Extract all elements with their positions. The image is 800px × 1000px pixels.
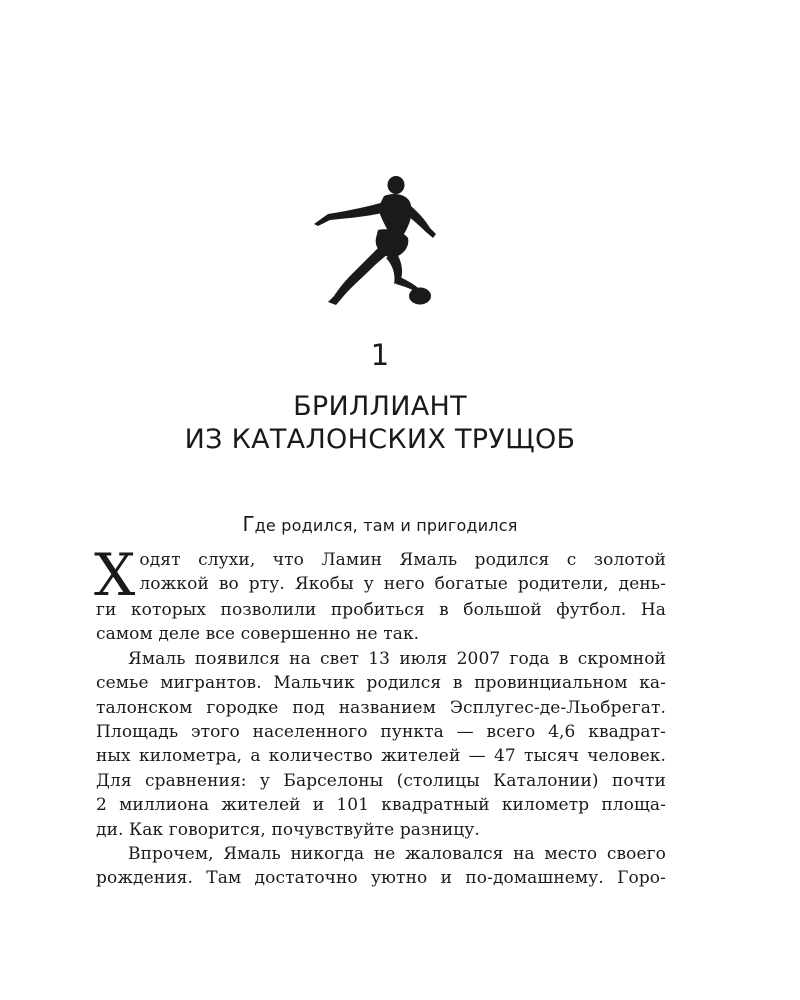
- text-line: ди. Как говорится, почувствуйте разницу.: [96, 819, 480, 840]
- chapter-title: [0, 390, 760, 456]
- chapter-number: 1: [370, 338, 390, 372]
- body-text: [94, 541, 666, 891]
- text-line: самом деле все совершенно не так.: [96, 624, 420, 645]
- text-line: талонском городке под названием Эсплугес-де-Льобрегат.: [96, 697, 666, 718]
- text-line: ложкой во рту. Якобы у него богатые родители, день-: [139, 574, 666, 595]
- drop-cap: Х: [94, 541, 136, 609]
- section-heading-text: де родился, там и пригодился: [254, 516, 518, 535]
- chapter-title-line-1: БРИЛЛИАНТ: [293, 391, 467, 422]
- text-line: Для сравнения: у Барселоны (столицы Каталонии) почти: [96, 770, 666, 791]
- text-line: Площадь этого населенного пункта — всего 4,6 квадрат-: [96, 722, 666, 743]
- text-line: ных километра, а количество жителей — 47 тысяч человек.: [96, 746, 666, 767]
- text-line: ги которых позволили пробиться в большой футбол. На: [96, 600, 666, 620]
- text-line: одят слухи, что Ламин Ямаль родился с золотой: [139, 550, 666, 570]
- chapter-title-line-2: ИЗ КАТАЛОНСКИХ ТРУЩОБ: [184, 424, 576, 455]
- football-player-silhouette-icon: [306, 172, 446, 312]
- paragraph-1: [94, 541, 666, 647]
- text-line: Ямаль появился на свет 13 июля 2007 года в скромной: [128, 648, 666, 669]
- section-heading: [0, 511, 760, 539]
- section-heading-capital: Г: [242, 512, 255, 536]
- text-line: Впрочем, Ямаль никогда не жаловался на место своего: [128, 844, 666, 865]
- paragraph-3: [96, 842, 666, 891]
- text-line: семье мигрантов. Мальчик родился в провинциальном ка-: [96, 673, 666, 694]
- text-line: 2 миллиона жителей и 101 квадратный километр площа-: [96, 795, 666, 816]
- text-line: рождения. Там достаточно уютно и по-домашнему. Горо-: [96, 868, 666, 889]
- paragraph-2: [96, 647, 666, 842]
